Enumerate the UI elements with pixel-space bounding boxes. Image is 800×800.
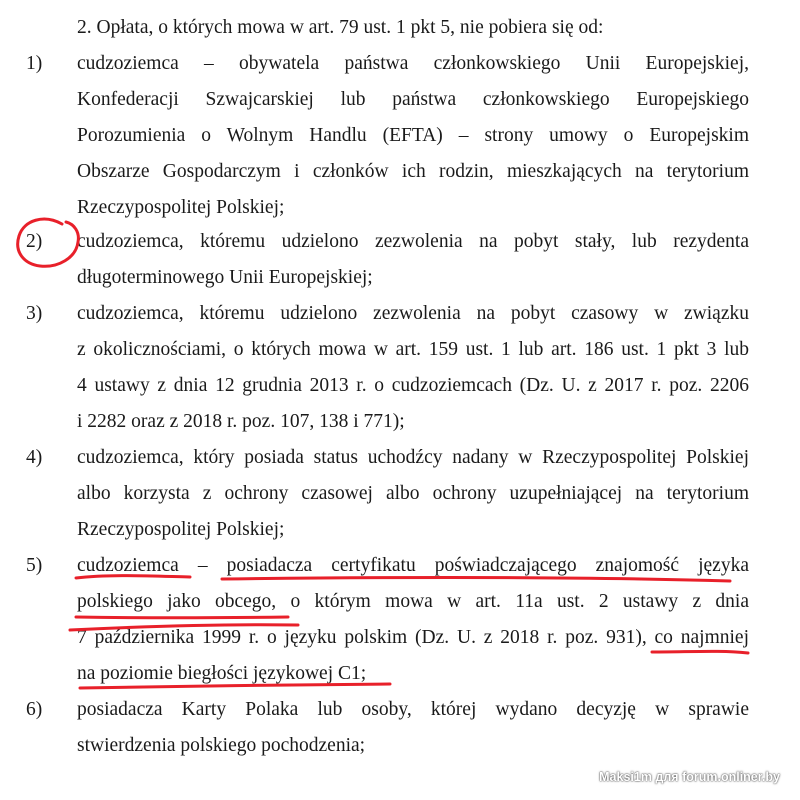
- item-text: [77, 440, 749, 548]
- item-text: [77, 548, 749, 692]
- text-line: polskiego jako obcego, o którym mowa w art. 11a ust. 2 ustawy z dnia: [77, 591, 749, 612]
- text-line: Obszarze Gospodarczym i członków ich rodzin, mieszkających na terytorium: [77, 161, 749, 182]
- text-line: stwierdzenia polskiego pochodzenia;: [77, 735, 366, 756]
- item-number: 2): [26, 231, 43, 252]
- text-line: cudzoziemca – posiadacza certyfikatu poświadczającego znajomość języka: [77, 555, 749, 576]
- text-line: Porozumienia o Wolnym Handlu (EFTA) – strony umowy o Europejskim: [77, 125, 749, 146]
- item-number: 5): [26, 555, 43, 576]
- text-line: albo korzysta z ochrony czasowej albo ochrony uzupełniającej na terytorium: [77, 483, 749, 504]
- item-text: [77, 692, 749, 764]
- item-text: [77, 296, 749, 440]
- item-text: [77, 224, 749, 296]
- text-line: 7 października 1999 r. o języku polskim (Dz. U. z 2018 r. poz. 931), co najmniej: [77, 627, 749, 648]
- text-line: cudzoziemca, któremu udzielono zezwolenia na pobyt stały, lub rezydenta: [77, 231, 749, 252]
- text-line: cudzoziemca, który posiada status uchodźcy nadany w Rzeczypospolitej Polskiej: [77, 447, 749, 468]
- text-line: i 2282 oraz z 2018 r. poz. 107, 138 i 771);: [77, 411, 405, 432]
- item-number: 3): [26, 303, 43, 324]
- item-number: 4): [26, 447, 43, 468]
- text-line: cudzoziemca – obywatela państwa członkowskiego Unii Europejskiej,: [77, 53, 749, 74]
- intro-paragraph: 2. Opłata, o których mowa w art. 79 ust. 1 pkt 5, nie pobiera się od:: [77, 17, 604, 38]
- text-line: z okolicznościami, o których mowa w art. 159 ust. 1 lub art. 186 ust. 1 pkt 3 lub: [77, 339, 749, 360]
- text-line: 4 ustawy z dnia 12 grudnia 2013 r. o cudzoziemcach (Dz. U. z 2017 r. poz. 2206: [77, 375, 749, 396]
- text-line: Rzeczypospolitej Polskiej;: [77, 519, 285, 540]
- text-line: Konfederacji Szwajcarskiej lub państwa członkowskiego Europejskiego: [77, 89, 749, 110]
- item-number: 1): [26, 53, 43, 74]
- text-line: cudzoziemca, któremu udzielono zezwolenia na pobyt czasowy w związku: [77, 303, 749, 324]
- text-line: długoterminowego Unii Europejskiej;: [77, 267, 373, 288]
- item-text: [77, 46, 749, 226]
- item-number: 6): [26, 699, 43, 720]
- text-line: na poziomie biegłości językowej C1;: [77, 663, 367, 684]
- watermark: Maksi1m для forum.onliner.by: [599, 770, 780, 784]
- text-line: Rzeczypospolitej Polskiej;: [77, 197, 285, 218]
- text-line: posiadacza Karty Polaka lub osoby, której wydano decyzję w sprawie: [77, 699, 749, 720]
